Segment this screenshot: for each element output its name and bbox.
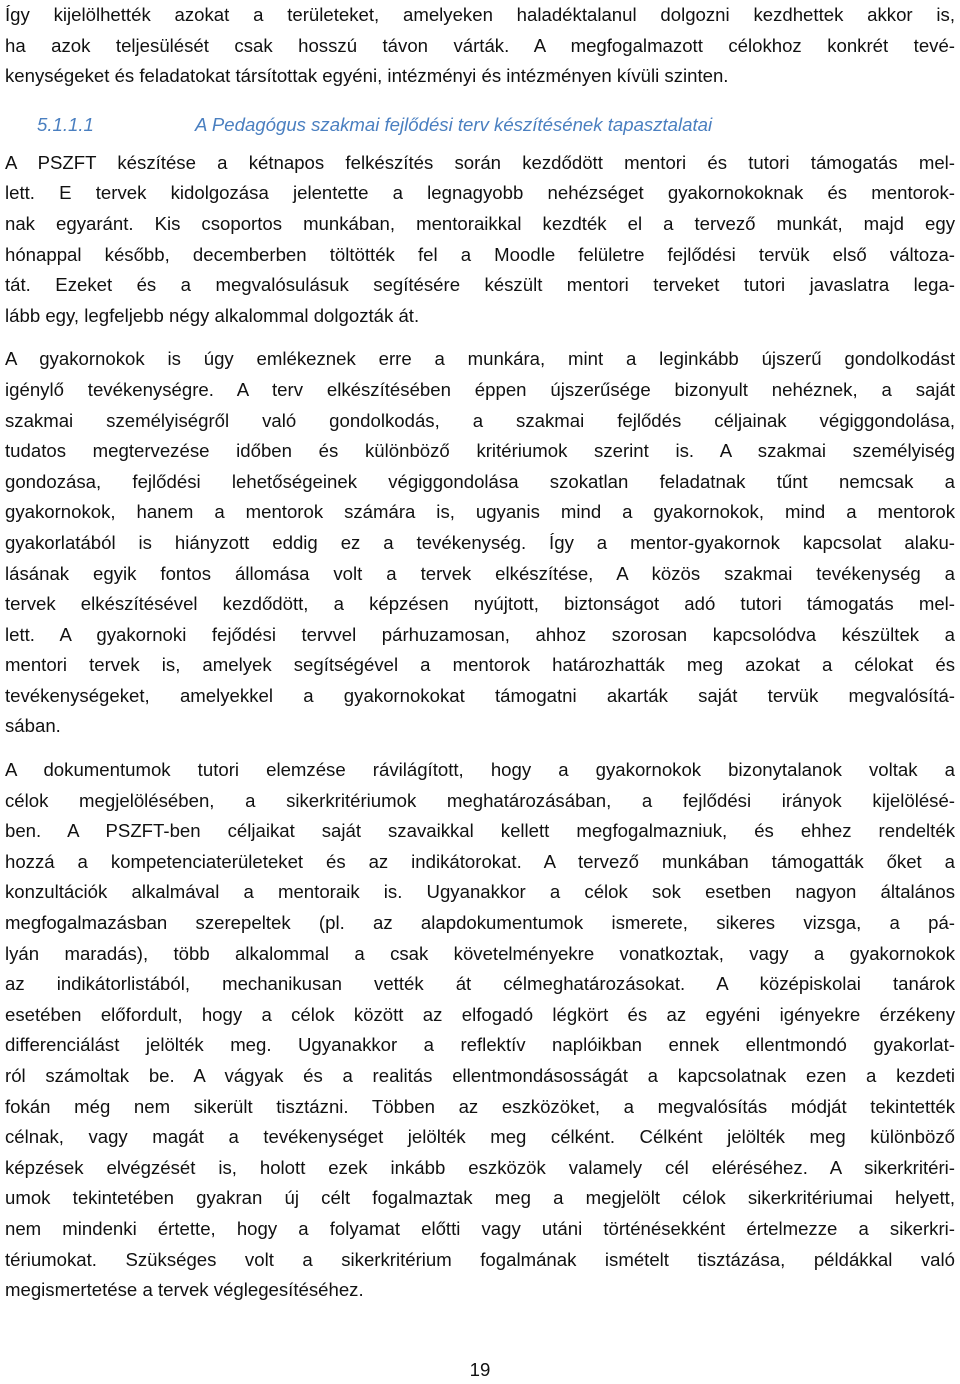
page-number: 19 [469, 1359, 491, 1380]
text-line: A gyakornokok is úgy emlékeznek erre a munkára, mint a leginkább újszerű gondolkodást [5, 348, 955, 370]
text-line: esetében előfordult, hogy a célok között az elfogadó légkört és az egyéni igényekre érzékeny [5, 1003, 955, 1025]
text-line: ról számoltak be. A vágyak és a realitás ellentmondásosságát a kapcsolatnak ezen a kezdeti [5, 1065, 955, 1086]
text-line: tát. Ezeket és a megvalósulásuk segítésére készült mentori terveket tutori javaslatra lega- [5, 274, 955, 296]
text-line: gyakorlatából is hiányzott eddig ez a tevékenység. Így a mentor-gyakornok kapcsolat alaku- [5, 531, 955, 553]
text-line: ben. A PSZFT-ben céljaikat saját szavaikkal kellett megfogalmazniuk, és ehhez rendelték [5, 820, 955, 842]
text-line: differenciálást jelölték meg. Ugyanakkor a reflektív naplóikban ennek ellentmondó gyakorlat- [5, 1034, 955, 1056]
text-line: lább egy, legfeljebb négy alkalommal dolgozták át. [5, 304, 420, 326]
text-line: az indikátorlistából, mechanikusan vették át célmeghatározásokat. A középiskolai tanárok [5, 973, 955, 995]
text-line: Így kijelölhették azokat a területeket, amelyeken haladéktalanul dolgozni kezdhettek akkor is, [5, 4, 955, 25]
text-line: tudatos megtervezése időben és különböző kritériumok szerint is. A szakmai személyiség [5, 440, 955, 462]
text-line: képzések elvégzését is, holott ezek inkább eszközök valamely cél eléréséhez. A sikerkritéri- [5, 1156, 955, 1178]
text-line: megfogalmazásban szerepeltek (pl. az alapdokumentumok ismerete, sikeres vizsga, a pá- [5, 912, 955, 934]
paragraph-trainee-memories [5, 344, 955, 742]
text-line: igénylő tevékenységre. A terv elkészítésében éppen újszerűsége bizonyult nehéznek, a saját [5, 378, 955, 400]
paragraph-pszft-preparation [5, 148, 955, 332]
text-line: megismertetése a tervek véglegesítéséhez. [5, 1279, 364, 1301]
text-line: A dokumentumok tutori elemzése rávilágított, hogy a gyakornokok bizonytalanok voltak a [5, 759, 955, 781]
document-page [5, 0, 955, 1306]
text-line: gondozása, fejlődési lehetőségeinek végiggondolása szokatlan feladatnak tűnt nemcsak a [5, 470, 955, 492]
text-line: nak egyaránt. Kis csoportos munkában, mentoraikkal kezdték el a tervező munkát, majd egy [5, 212, 955, 234]
paragraph-document-analysis [5, 755, 955, 1306]
text-line: tériumokat. Szükséges volt a sikerkritérium fogalmának ismételt tisztázása, példákkal való [5, 1248, 955, 1270]
text-line: fokán még nem sikerült tisztázni. Többen az eszközöket, a megvalósítás módját tekintették [5, 1095, 955, 1117]
text-line: lyán maradás), több alkalommal a csak követelményekre vonatkoztak, vagy a gyakornokok [5, 942, 955, 964]
text-line: lásának egyik fontos állomása volt a tervek elkészítése, A közös szakmai tevékenység a [5, 562, 955, 584]
text-line: szakmai személyiségről való gondolkodás, a szakmai fejlődés céljainak végiggondolása, [5, 409, 955, 431]
text-line: nem mindenki értette, hogy a folyamat előtti vagy utáni történésekként értelmezze a sikerkri- [5, 1217, 955, 1239]
section-heading [5, 104, 955, 146]
section-number: 5.1.1.1 [37, 113, 94, 135]
section-title: A Pedagógus szakmai fejlődési terv készítésének tapasztalatai [195, 113, 713, 135]
text-line: lett. E tervek kidolgozása jelentette a legnagyobb nehézséget gyakornokoknak és mentorok- [5, 182, 955, 204]
text-line: konzultációk alkalmával a mentoraik is. Ugyanakkor a célok sok esetben nagyon általános [5, 881, 955, 903]
text-line: tervek elkészítésével kezdődött, a képzésen nyújtott, biztonságot adó tutori támogatás mel- [5, 593, 955, 615]
text-line: gyakornokok, hanem a mentorok számára is, ugyanis mind a gyakornokok, mind a mentorok [5, 501, 955, 523]
text-line: sában. [5, 715, 61, 737]
text-line: mentori tervek is, amelyek segítségével a mentorok határozhatták meg azokat a célokat és [5, 654, 955, 676]
text-line: lett. A gyakornoki fejődési tervvel párhuzamosan, ahhoz szorosan kapcsolódva készültek a [5, 623, 955, 645]
text-line: umok tekintetében gyakran új célt fogalmaztak meg a megjelölt célok sikerkritériumai helyett, [5, 1187, 955, 1209]
text-line: kenységeket és feladatokat társítottak egyéni, intézményi és intézményen kívüli szinten. [5, 65, 729, 87]
text-line: tevékenységeket, amelyekkel a gyakornokokat támogatni akarták saját tervük megvalósítá- [5, 684, 955, 706]
text-line: hozzá a kompetenciaterületeket és az indikátorokat. A tervező munkában támogatták őket a [5, 850, 955, 872]
text-line: célnak, vagy magát a tevékenységet jelölték meg célként. Célként jelölték meg különböző [5, 1126, 955, 1148]
text-line: hónappal később, decemberben töltötték fel a Moodle felületre fejlődési tervük első változa- [5, 243, 955, 265]
text-line: ha azok teljesülését csak hosszú távon várták. A megfogalmazott célokhoz konkrét tevé- [5, 34, 955, 56]
paragraph-intro [5, 0, 955, 92]
text-line: célok megjelölésében, a sikerkritériumok meghatározásában, a fejlődési irányok kijelölésé- [5, 789, 955, 811]
text-line: A PSZFT készítése a kétnapos felkészítés során kezdődött mentori és tutori támogatás mel- [5, 151, 955, 173]
